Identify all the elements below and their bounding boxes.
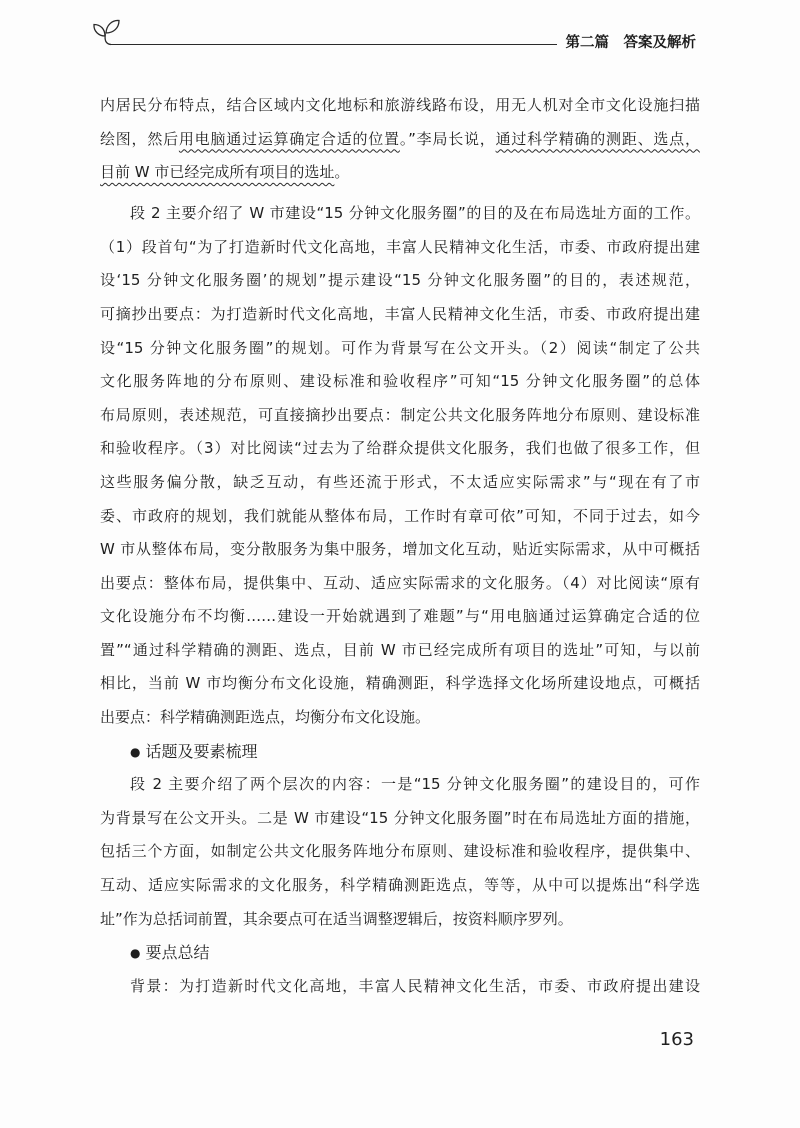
analysis-line: 相比，当前 W 市均衡分布文化设施，精确测距，科学选择文化场所建设地点，可概括	[100, 674, 700, 693]
bullet-dot: ●	[130, 946, 141, 961]
heading-text: 话题及要素梳理	[145, 741, 258, 761]
topic-line: 址”作为总括词前置，其余要点可在适当调整逻辑后，按资料顺序罗列。	[100, 909, 573, 928]
text-segment: 。	[334, 163, 350, 182]
analysis-line: 文化设施分布不均衡……建设一开始就遇到了难题”与“用电脑通过运算确定合适的位	[100, 607, 700, 626]
text-segment: 。”李局长说，	[399, 129, 496, 148]
topic-line: 互动、适应实际需求的文化服务，科学精确测距选点，等等，从中可以提炼出“科学选	[100, 876, 700, 895]
analysis-line: 可摘抄出要点：为打造新时代文化高地，丰富人民精神文化生活，市委、市政府提出建	[100, 304, 700, 323]
analysis-line: 布局原则，表述规范，可直接摘抄出要点：制定公共文化服务阵地分布原则、建设标准	[100, 405, 700, 424]
analysis-line: 置”“通过科学精确的测距、选点，目前 W 市已经完成所有项目的选址”可知，与以前	[100, 640, 700, 659]
heading-text: 要点总结	[145, 943, 210, 963]
analysis-line: 出要点：整体布局，提供集中、互动、适应实际需求的文化服务。（4）对比阅读“原有	[100, 573, 700, 592]
summary-line: 背景：为打造新时代文化高地，丰富人民精神文化生活，市委、市政府提出建设	[130, 976, 700, 995]
analysis-line: （1）段首句“为了打造新时代文化高地，丰富人民精神文化生活，市委、市政府提出建	[100, 237, 700, 256]
bullet-dot: ●	[130, 744, 141, 759]
analysis-line: 文化服务阵地的分布原则、建设标准和验收程序”可知“15 分钟文化服务圈”的总体	[100, 372, 700, 391]
analysis-line: 和验收程序。（3）对比阅读“过去为了给群众提供文化服务，我们也做了很多工作，但	[100, 439, 700, 458]
analysis-line: 出要点：科学精确测距选点，均衡分布文化设施。	[100, 708, 431, 727]
intro-line: 内居民分布特点，结合区域内文化地标和旅游线路布设，用无人机对全市文化设施扫描	[100, 96, 700, 114]
analysis-line: 委、市政府的规划，我们就能从整体布局，工作时有章可依”可知，不同于过去，如今	[100, 506, 700, 525]
wavy-underlined-quote: 用电脑通过运算确定合适的位置	[178, 129, 400, 148]
intro-line	[100, 123, 700, 157]
wavy-underlined-statement: 通过科学精确的测距、选点，	[495, 129, 700, 148]
topic-heading	[100, 735, 700, 769]
page-number: 163	[659, 1029, 694, 1050]
wavy-underlined-statement: 目前 W 市已经完成所有项目的选址	[100, 163, 335, 182]
analysis-line: 这些服务偏分散，缺乏互动，有些还流于形式，不太适应实际需求”与“现在有了市	[100, 472, 700, 491]
text-segment: 绘图，然后	[100, 129, 179, 148]
body-text	[100, 89, 700, 1003]
topic-line: 为背景写在公文开头。二是 W 市建设“15 分钟文化服务圈”时在布局选址方面的措施，	[100, 808, 700, 827]
analysis-line: 设“15 分钟文化服务圈”的规划。可作为背景写在公文开头。（2）阅读“制定了公共	[100, 338, 700, 357]
analysis-line: 段 2 主要介绍了 W 市建设“15 分钟文化服务圈”的目的及在布局选址方面的工作。	[130, 204, 700, 223]
summary-heading	[100, 936, 700, 970]
topic-line: 包括三个方面，如制定公共文化服务阵地分布原则、建设标准和验收程序，提供集中、	[100, 842, 700, 861]
analysis-line: 设‘15 分钟文化服务圈’的规划”提示建设“15 分钟文化服务圈”的目的，表述规范，	[100, 271, 700, 290]
topic-line: 段 2 主要介绍了两个层次的内容：一是“15 分钟文化服务圈”的建设目的，可作	[130, 775, 700, 794]
header-rule	[110, 44, 557, 45]
analysis-line: W 市从整体布局，变分散服务为集中服务，增加文化互动，贴近实际需求，从中可概括	[100, 540, 700, 559]
section-title: 第二篇 答案及解析	[565, 35, 696, 51]
intro-line	[100, 156, 700, 190]
